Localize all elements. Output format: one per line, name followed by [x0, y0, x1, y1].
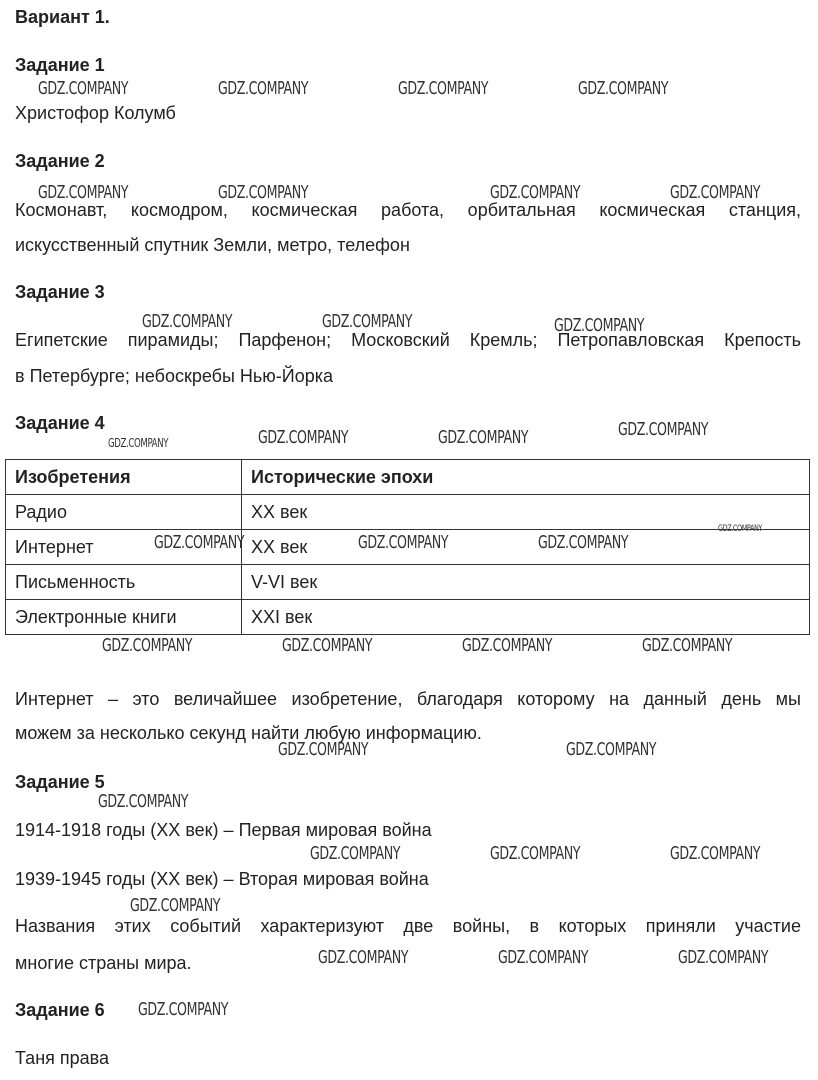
watermark: GDZ.COMPANY: [258, 427, 349, 448]
watermark: GDZ.COMPANY: [218, 182, 309, 203]
watermark: GDZ.COMPANY: [38, 182, 129, 203]
table-cell: V-VI век: [242, 565, 810, 600]
watermark: GDZ.COMPANY: [278, 739, 369, 760]
task3-line2: в Петербурге; небоскребы Нью-Йорка: [15, 366, 334, 386]
table-row: [6, 600, 810, 635]
watermark: GDZ.COMPANY: [678, 947, 769, 968]
table-cell: Интернет: [6, 530, 242, 565]
watermark: GDZ.COMPANY: [142, 311, 233, 332]
watermark: GDZ.COMPANY: [218, 78, 309, 99]
watermark: GDZ.COMPANY: [618, 419, 709, 440]
task5-line1: Названия этих событий характеризуют две войны, в которых приняли участие: [15, 916, 801, 936]
watermark: GDZ.COMPANY: [566, 739, 657, 760]
watermark: GDZ.COMPANY: [154, 532, 245, 553]
watermark: GDZ.COMPANY: [462, 635, 553, 656]
watermark: GDZ.COMPANY: [318, 947, 409, 968]
watermark: GDZ.COMPANY: [358, 532, 449, 553]
table-cell: XX век: [242, 495, 810, 530]
watermark: GDZ.COMPANY: [554, 315, 645, 336]
task5-event2: 1939-1945 годы (XX век) – Вторая мировая война: [15, 869, 429, 889]
watermark: GDZ.COMPANY: [538, 532, 629, 553]
task2-line1: Космонавт, космодром, космическая работа, орбитальная космическая станция,: [15, 200, 801, 220]
task6-answer: Таня права: [15, 1048, 110, 1068]
table-header-row: [6, 460, 810, 495]
task4-line1: Интернет – это величайшее изобретение, благодаря которому на данный день мы: [15, 689, 801, 709]
watermark: GDZ.COMPANY: [282, 635, 373, 656]
table-header-epochs: Исторические эпохи: [242, 460, 810, 495]
watermark: GDZ.COMPANY: [310, 843, 401, 864]
table-row: [6, 565, 810, 600]
task4-heading: Задание 4: [15, 413, 105, 433]
task3-heading: Задание 3: [15, 282, 105, 302]
table-cell: Письменность: [6, 565, 242, 600]
task5-line2: многие страны мира.: [15, 953, 192, 973]
table-cell: XX век: [242, 530, 810, 565]
table-header-inventions: Изобретения: [6, 460, 242, 495]
variant-title: Вариант 1.: [15, 7, 110, 27]
table-cell: XXI век: [242, 600, 810, 635]
watermark: GDZ.COMPANY: [438, 427, 529, 448]
task1-heading: Задание 1: [15, 55, 105, 75]
watermark: GDZ.COMPANY: [642, 635, 733, 656]
watermark: GDZ.COMPANY: [670, 182, 761, 203]
task6-heading: Задание 6: [15, 1000, 105, 1020]
table-cell: Радио: [6, 495, 242, 530]
task1-answer: Христофор Колумб: [15, 103, 176, 123]
watermark: GDZ.COMPANY: [108, 436, 169, 450]
watermark: GDZ.COMPANY: [670, 843, 761, 864]
watermark: GDZ.COMPANY: [322, 311, 413, 332]
watermark: GDZ.COMPANY: [578, 78, 669, 99]
watermark: GDZ.COMPANY: [490, 182, 581, 203]
task2-line2: искусственный спутник Земли, метро, телефон: [15, 235, 410, 255]
watermark: GDZ.COMPANY: [398, 78, 489, 99]
task3-line1: Египетские пирамиды; Парфенон; Московский Кремль; Петропавловская Крепость: [15, 330, 801, 350]
watermark: GDZ.COMPANY: [490, 843, 581, 864]
watermark: GDZ.COMPANY: [98, 791, 189, 812]
watermark: GDZ.COMPANY: [130, 895, 221, 916]
watermark: GDZ.COMPANY: [102, 635, 193, 656]
watermark: GDZ.COMPANY: [38, 78, 129, 99]
watermark: GDZ.COMPANY: [718, 524, 762, 534]
task5-heading: Задание 5: [15, 772, 105, 792]
task4-line2: можем за несколько секунд найти любую информацию.: [15, 723, 482, 743]
table-row: [6, 495, 810, 530]
task5-event1: 1914-1918 годы (XX век) – Первая мировая война: [15, 820, 432, 840]
watermark: GDZ.COMPANY: [138, 999, 229, 1020]
task2-heading: Задание 2: [15, 151, 105, 171]
table-cell: Электронные книги: [6, 600, 242, 635]
watermark: GDZ.COMPANY: [498, 947, 589, 968]
